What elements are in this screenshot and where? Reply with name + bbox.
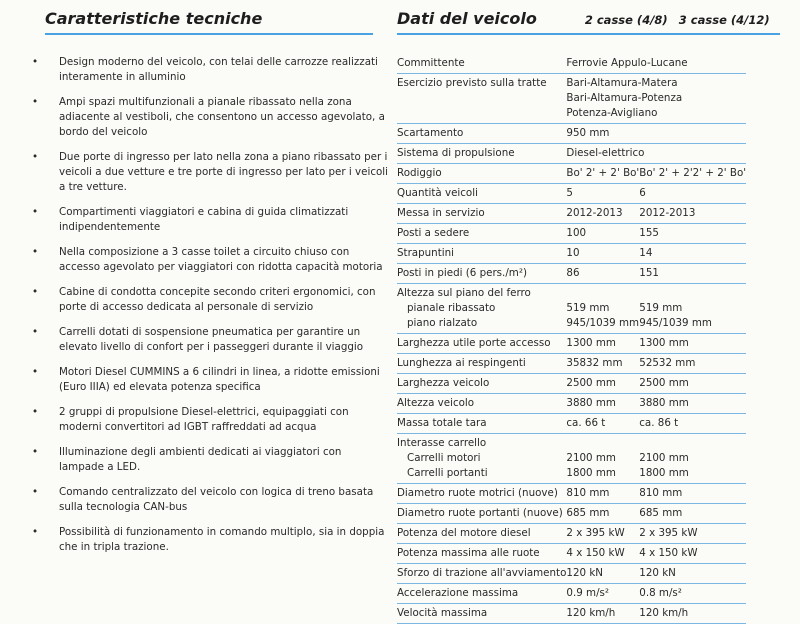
table-row [397, 244, 746, 264]
value-3-casse: 52532 mm [639, 354, 746, 374]
value: 1800 mm [566, 467, 616, 479]
value-2-casse: 5 [566, 184, 639, 204]
row-label: Diametro ruote motrici (nuove) [397, 484, 566, 504]
value-3-casse [639, 434, 746, 484]
route: Bari-Altamura-Matera [566, 77, 678, 89]
row-label: Messa in servizio [397, 204, 566, 224]
row-label: Altezza veicolo [397, 394, 566, 414]
value-3-casse: 14 [639, 244, 746, 264]
table-row [397, 124, 746, 144]
route: Bari-Altamura-Potenza [566, 92, 683, 104]
row-value: Ferrovie Appulo-Lucane [566, 54, 746, 74]
row-label: Larghezza veicolo [397, 374, 566, 394]
value-2-casse: 1300 mm [566, 334, 639, 354]
row-label: Potenza massima alle ruote [397, 544, 566, 564]
table-row [397, 584, 746, 604]
row-label: Velocità massima [397, 604, 566, 624]
table-row [397, 334, 746, 354]
value-2-casse: 4 x 150 kW [566, 544, 639, 564]
value-2-casse: ca. 66 t [566, 414, 639, 434]
value-3-casse: 2500 mm [639, 374, 746, 394]
list-item: • Possibilità di funzionamento in comando multiplo, sia in doppia che in tripla trazione. [45, 525, 389, 555]
list-item: • Motori Diesel CUMMINS a 6 cilindri in linea, a ridotte emissioni (Euro IIIA) ed elevata potenza specifica [45, 365, 389, 395]
value-2-casse: 10 [566, 244, 639, 264]
value-2-casse: 685 mm [566, 504, 639, 524]
value-2-casse: 2 x 395 kW [566, 524, 639, 544]
row-label [397, 434, 566, 484]
value-3-casse: 4 x 150 kW [639, 544, 746, 564]
route: Potenza-Avigliano [566, 107, 658, 119]
list-item: • Design moderno del veicolo, con telai delle carrozze realizzati interamente in alluminio [45, 55, 389, 85]
row-label: Lunghezza ai respingenti [397, 354, 566, 374]
value: 1800 mm [639, 467, 689, 479]
value: 945/1039 mm [566, 317, 640, 329]
value: 519 mm [566, 302, 610, 314]
value-3-casse: 3880 mm [639, 394, 746, 414]
value-3-casse: 155 [639, 224, 746, 244]
value-3-casse [639, 284, 746, 334]
sub-label: piano rialzato [407, 317, 478, 329]
list-item: • Nella composizione a 3 casse toilet a circuito chiuso con accesso agevolato per viaggiatori con ridotta capacità motoria [45, 245, 389, 275]
row-value: Diesel-elettrico [566, 144, 746, 164]
table-row [397, 484, 746, 504]
features-title: Caratteristiche tecniche [45, 8, 373, 35]
value-2-casse: 120 km/h [566, 604, 639, 624]
value-3-casse: 151 [639, 264, 746, 284]
row-value: 950 mm [566, 124, 746, 144]
value-3-casse: 6 [639, 184, 746, 204]
table-row [397, 164, 746, 184]
table-row [397, 264, 746, 284]
vehicle-data-section [397, 8, 782, 624]
value-3-casse: 120 km/h [639, 604, 746, 624]
value-2-casse [566, 284, 639, 334]
row-label: Larghezza utile porte accesso [397, 334, 566, 354]
value-3-casse: Bo' 2' + 2'2' + 2' Bo' [639, 164, 746, 184]
table-row [397, 524, 746, 544]
table-row [397, 504, 746, 524]
value-2-casse: 2012-2013 [566, 204, 639, 224]
table-row [397, 414, 746, 434]
row-label: Massa totale tara [397, 414, 566, 434]
list-item: • Compartimenti viaggiatori e cabina di guida climatizzati indipendentemente [45, 205, 389, 235]
row-label: Strapuntini [397, 244, 566, 264]
column-header-2-casse: 2 casse (4/8) [584, 13, 668, 27]
sub-label: pianale ribassato [407, 302, 496, 314]
list-item: • Illuminazione degli ambienti dedicati ai viaggiatori con lampade a LED. [45, 445, 389, 475]
row-label: Diametro ruote portanti (nuove) [397, 504, 566, 524]
value-2-casse: 3880 mm [566, 394, 639, 414]
value: 519 mm [639, 302, 683, 314]
table-row [397, 374, 746, 394]
group-label: Interasse carrello [397, 437, 487, 449]
row-label: Quantità veicoli [397, 184, 566, 204]
table-row [397, 224, 746, 244]
value-2-casse: 120 kN [566, 564, 639, 584]
value-3-casse: 0.8 m/s² [639, 584, 746, 604]
table-row [397, 74, 746, 124]
row-label: Potenza del motore diesel [397, 524, 566, 544]
list-item: • 2 gruppi di propulsione Diesel-elettrici, equipaggiati con moderni convertitori ad IGBT raffreddati ad acqua [45, 405, 389, 435]
row-label: Committente [397, 54, 566, 74]
table-row [397, 184, 746, 204]
group-label: Altezza sul piano del ferro [397, 287, 531, 299]
value-3-casse: 1300 mm [639, 334, 746, 354]
value-2-casse: 86 [566, 264, 639, 284]
value-3-casse: 685 mm [639, 504, 746, 524]
table-row [397, 604, 746, 624]
value-3-casse: 2 x 395 kW [639, 524, 746, 544]
value-2-casse [566, 434, 639, 484]
column-header-3-casse: 3 casse (4/12) [678, 13, 770, 27]
value-3-casse: 810 mm [639, 484, 746, 504]
value-2-casse: 100 [566, 224, 639, 244]
value-2-casse: 2500 mm [566, 374, 639, 394]
row-label [397, 284, 566, 334]
table-row [397, 284, 746, 334]
table-row [397, 394, 746, 414]
value-2-casse: 35832 mm [566, 354, 639, 374]
row-label: Rodiggio [397, 164, 566, 184]
vehicle-data-table [397, 54, 746, 624]
list-item: • Comando centralizzato del veicolo con logica di treno basata sulla tecnologia CAN-bus [45, 485, 389, 515]
table-row [397, 434, 746, 484]
list-item: • Due porte di ingresso per lato nella zona a piano ribassato per i veicoli a due vetture e tre porte di ingresso per lato per i veicoli a tre vetture. [45, 150, 389, 195]
row-label: Sforzo di trazione all'avviamento [397, 564, 566, 584]
features-list [45, 55, 388, 555]
value: 2100 mm [566, 452, 616, 464]
value: 945/1039 mm [639, 317, 712, 329]
list-item: • Cabine di condotta concepite secondo criteri ergonomici, con porte di accesso dedicata al personale di servizio [45, 285, 389, 315]
list-item: • Carrelli dotati di sospensione pneumatica per garantire un elevato livello di confort per i passeggeri durante il viaggio [45, 325, 389, 355]
table-row [397, 54, 746, 74]
value-3-casse: 2012-2013 [639, 204, 746, 224]
row-label: Scartamento [397, 124, 566, 144]
table-row [397, 564, 746, 584]
section-title: Dati del veicolo [397, 9, 537, 28]
table-row [397, 354, 746, 374]
row-label: Accelerazione massima [397, 584, 566, 604]
value-3-casse: ca. 86 t [639, 414, 746, 434]
row-label: Posti a sedere [397, 224, 566, 244]
value-2-casse: 0.9 m/s² [566, 584, 639, 604]
table-row [397, 144, 746, 164]
list-item: • Ampi spazi multifunzionali a pianale ribassato nella zona adiacente al vestiboli, che consentono un accesso agevolato, a bordo del veicolo [45, 95, 389, 140]
value-3-casse: 120 kN [639, 564, 746, 584]
value: 2100 mm [639, 452, 689, 464]
row-label: Esercizio previsto sulla tratte [397, 74, 566, 124]
sub-label: Carrelli portanti [407, 467, 488, 479]
value-2-casse: 810 mm [566, 484, 639, 504]
value-2-casse: Bo' 2' + 2' Bo' [566, 164, 639, 184]
vehicle-data-title [397, 8, 780, 35]
row-value [566, 74, 746, 124]
table-row [397, 204, 746, 224]
table-row [397, 544, 746, 564]
row-label: Posti in piedi (6 pers./m²) [397, 264, 566, 284]
row-label: Sistema di propulsione [397, 144, 566, 164]
features-section [45, 8, 388, 565]
sub-label: Carrelli motori [407, 452, 481, 464]
